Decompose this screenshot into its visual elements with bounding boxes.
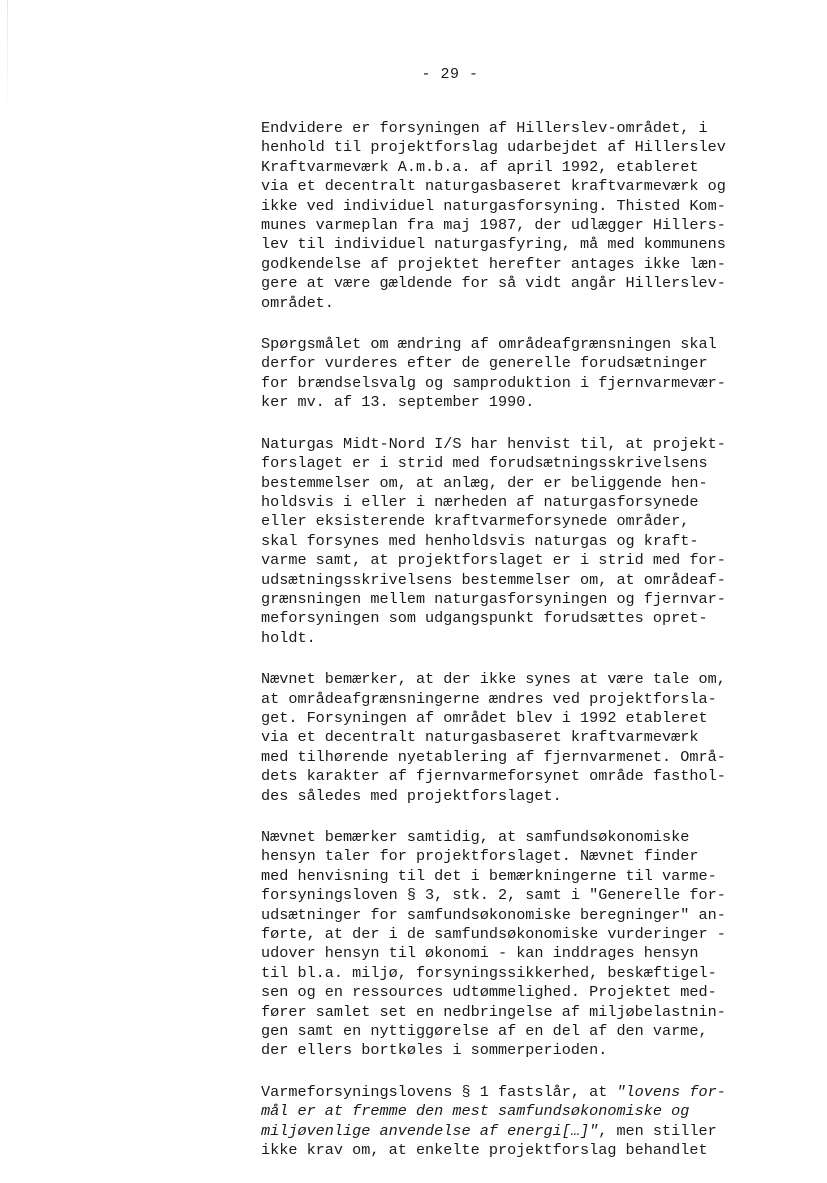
paragraph-socioeconomic-considerations xyxy=(261,828,741,1061)
text-line: via et decentralt naturgasbaseret kraftvarmeværk og xyxy=(261,177,726,196)
text-line: Spørgsmålet om ændring af områdeafgrænsningen skal xyxy=(261,335,717,354)
text-line: at områdeafgrænsningerne ændres ved projektforsla- xyxy=(261,689,717,708)
text-line: Kraftvarmeværk A.m.b.a. af april 1992, etableret xyxy=(261,157,699,176)
text-line: med tilhørende nyetablering af fjernvarmenet. Områ- xyxy=(261,747,726,766)
text-line: eller eksisterende kraftvarmeforsynede områder, xyxy=(261,512,690,531)
text-line: til bl.a. miljø, forsyningssikkerhed, beskæftigel- xyxy=(261,963,717,982)
text-line: med henvisning til det i bemærkningerne til varme- xyxy=(261,866,717,885)
quoted-law-text: "lovens for- xyxy=(616,1082,726,1101)
scan-edge-mark xyxy=(7,0,8,120)
text-line: godkendelse af projektet herefter antages ikke læn- xyxy=(261,254,726,273)
text-line: Nævnet bemærker, at der ikke synes at være tale om, xyxy=(261,670,726,689)
paragraph-area-boundary-question xyxy=(261,335,741,413)
text-line: Endvidere er forsyningen af Hillerslev-området, i xyxy=(261,119,708,137)
text-line: ikke krav om, at enkelte projektforslag behandlet xyxy=(261,1141,708,1160)
paragraph-board-remarks xyxy=(261,670,741,806)
page-number: - 29 - xyxy=(421,66,479,83)
text-line: bestemmelser om, at anlæg, der er beliggende hen- xyxy=(261,473,708,492)
text-segment: , men stiller xyxy=(598,1121,717,1140)
quoted-law-text: miljøvenlige anvendelse af energi[…]" xyxy=(261,1121,599,1140)
text-line: udsætninger for samfundsøkonomiske beregninger" an- xyxy=(261,905,726,924)
text-line: munes varmeplan fra maj 1987, der udlægger Hillers- xyxy=(261,216,726,235)
text-line: området. xyxy=(261,293,334,312)
text-line: udover hensyn til økonomi - kan inddrages hensyn xyxy=(261,944,699,963)
text-line: gere at være gældende for så vidt angår Hillerslev- xyxy=(261,274,726,293)
text-line: førte, at der i de samfundsøkonomiske vurderinger - xyxy=(261,925,726,944)
text-line: get. Forsyningen af området blev i 1992 etableret xyxy=(261,708,708,727)
text-line xyxy=(261,1083,741,1102)
text-line: for brændselsvalg og samproduktion i fjernvarmevær- xyxy=(261,373,726,392)
paragraph-heat-supply-act xyxy=(261,1083,741,1161)
text-line: holdt. xyxy=(261,628,316,647)
text-line: ikke ved individuel naturgasforsyning. Thisted Kom- xyxy=(261,196,726,215)
text-line: derfor vurderes efter de generelle forudsætninger xyxy=(261,354,708,373)
text-line: grænsningen mellem naturgasforsyningen og fjernvar- xyxy=(261,589,726,608)
quoted-law-text: mål er at fremme den mest samfundsøkonomiske og xyxy=(261,1102,690,1121)
text-line: hensyn taler for projektforslaget. Nævnet finder xyxy=(261,847,699,866)
text-line: via et decentralt naturgasbaseret kraftvarmeværk xyxy=(261,728,699,747)
text-line: fører samlet set en nedbringelse af miljøbelastnin- xyxy=(261,1002,726,1021)
text-line: gen samt en nyttiggørelse af en del af den varme, xyxy=(261,1022,708,1041)
text-line: holdsvis i eller i nærheden af naturgasforsynede xyxy=(261,492,699,511)
document-body xyxy=(261,119,741,1183)
text-line: Nævnet bemærker samtidig, at samfundsøkonomiske xyxy=(261,828,690,846)
text-line: dets karakter af fjernvarmeforsynet område fasthol- xyxy=(261,767,726,786)
text-line: meforsyningen som udgangspunkt forudsættes opret- xyxy=(261,609,708,628)
text-line: henhold til projektforslag udarbejdet af Hillerslev xyxy=(261,138,726,157)
text-line: forsyningsloven § 3, stk. 2, samt i "Generelle for- xyxy=(261,886,726,905)
text-line: forslaget er i strid med forudsætningsskrivelsens xyxy=(261,454,708,473)
text-segment: Varmeforsyningslovens § 1 fastslår, at xyxy=(261,1082,617,1101)
paragraph-naturgas-objection xyxy=(261,435,741,648)
text-line xyxy=(261,1122,741,1141)
text-line: Naturgas Midt-Nord I/S har henvist til, at projekt- xyxy=(261,434,726,453)
paragraph-hillerslev-supply xyxy=(261,119,741,313)
text-line: lev til individuel naturgasfyring, må med kommunens xyxy=(261,235,726,254)
text-line: ker mv. af 13. september 1990. xyxy=(261,393,535,412)
text-line: skal forsynes med henholdsvis naturgas og kraft- xyxy=(261,531,699,550)
text-line: der ellers bortkøles i sommerperioden. xyxy=(261,1041,608,1060)
text-line: sen og en ressources udtømmelighed. Projektet med- xyxy=(261,983,717,1002)
text-line: des således med projektforslaget. xyxy=(261,786,562,805)
text-line: varme samt, at projektforslaget er i strid med for- xyxy=(261,551,726,570)
text-line: udsætningsskrivelsens bestemmelser om, at områdeaf- xyxy=(261,570,726,589)
